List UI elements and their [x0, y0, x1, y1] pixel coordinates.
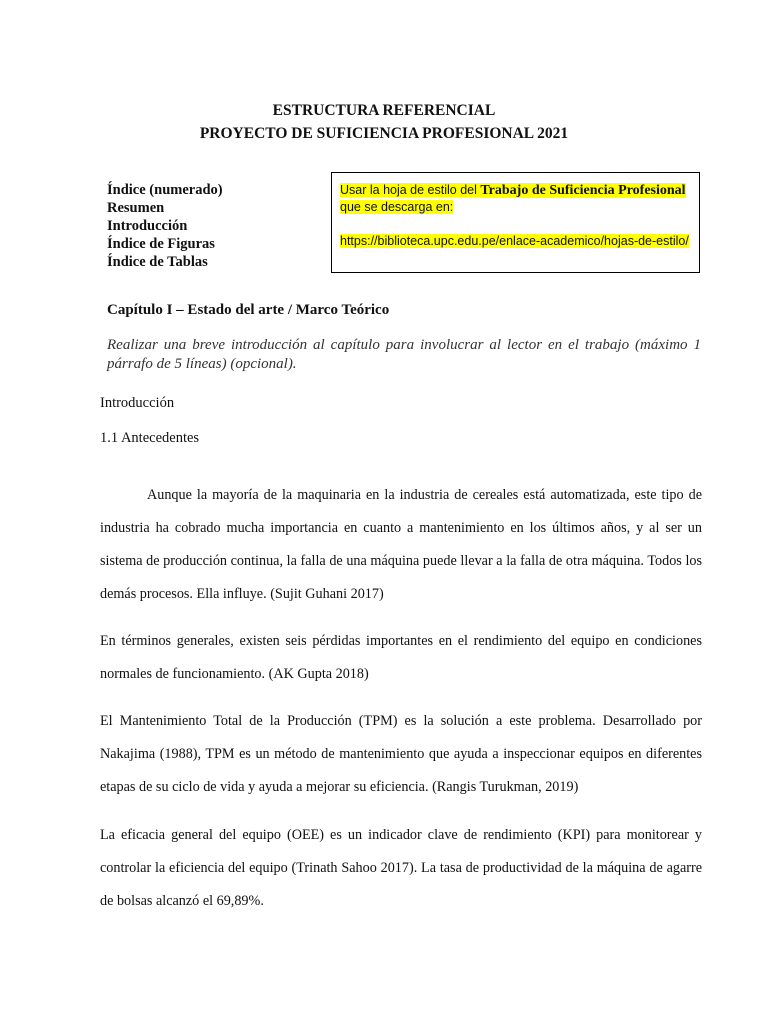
style-sheet-note-box	[331, 172, 700, 273]
chapter-heading: Capítulo I – Estado del arte / Marco Teórico	[107, 302, 390, 318]
document-title-line1: ESTRUCTURA REFERENCIAL	[272, 102, 496, 119]
front-matter-list	[107, 181, 223, 271]
paragraph-1: Aunque la mayoría de la maquinaria en la industria de cereales está automatizada, este tipo de industria ha cobrado mucha importancia en cuanto a mantenimiento en los últimos años, y al ser un sistema de producción continua, la falla de una máquina puede llevar a la falla de otra máquina. Todos los demás procesos. Ella influye. (Sujit Guhani 2017)	[100, 487, 702, 602]
note-line-2	[340, 199, 453, 216]
toc-item-indice-tablas: Índice de Tablas	[107, 254, 208, 270]
toc-item-indice-figuras: Índice de Figuras	[107, 236, 215, 252]
chapter-instruction: Realizar una breve introducción al capítulo para involucrar al lector en el trabajo (máximo 1 párrafo de 5 líneas) (opcional).	[107, 337, 701, 372]
note-url-link[interactable]: https://biblioteca.upc.edu.pe/enlace-academico/hojas-de-estilo/	[340, 234, 689, 248]
note-prefix: Usar la hoja de estilo del	[340, 183, 481, 197]
note-bold-title: Trabajo de Suficiencia Profesional	[480, 183, 686, 198]
note-download-text: que se descarga en:	[340, 200, 454, 214]
toc-item-introduccion: Introducción	[107, 218, 188, 234]
section-antecedentes-heading: 1.1 Antecedentes	[100, 430, 200, 446]
section-introduccion-label: Introducción	[100, 395, 175, 411]
note-line-1	[340, 182, 686, 199]
document-title-line2: PROYECTO DE SUFICIENCIA PROFESIONAL 2021	[199, 125, 569, 142]
paragraph-3: El Mantenimiento Total de la Producción (TPM) es la solución a este problema. Desarrollado por Nakajima (1988), TPM es un método de mantenimiento que ayuda a inspeccionar equipos en diferentes etapas de su ciclo de vida y ayuda a mejorar su eficiencia. (Rangis Turukman, 2019)	[100, 713, 702, 795]
note-url-line	[340, 233, 689, 250]
paragraph-2: En términos generales, existen seis pérdidas importantes en el rendimiento del equipo en condiciones normales de funcionamiento. (AK Gupta 2018)	[100, 633, 702, 682]
toc-item-indice: Índice (numerado)	[107, 182, 223, 198]
paragraph-4: La eficacia general del equipo (OEE) es un indicador clave de rendimiento (KPI) para monitorear y controlar la eficiencia del equipo (Trinath Sahoo 2017). La tasa de productividad de la máquina de agarre de bolsas alcanzó el 69,89%.	[100, 827, 702, 909]
toc-item-resumen: Resumen	[107, 200, 165, 216]
